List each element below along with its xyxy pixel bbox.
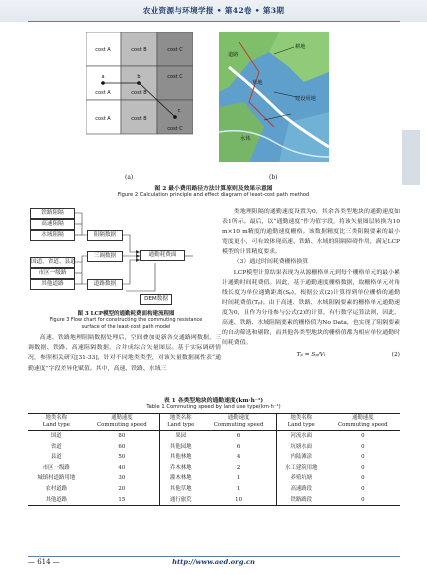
table-cell: 0 bbox=[361, 485, 365, 492]
table-cell: 20 bbox=[85, 484, 160, 495]
grid-cell-label: cost C bbox=[167, 47, 183, 53]
figure-3-caption-en-1: Figure 3 Flow chart for constructing the commuting resistance bbox=[49, 317, 203, 323]
table-cell: 灌木林地 bbox=[169, 475, 192, 482]
table-cell: 4 bbox=[201, 452, 276, 463]
table-cell: 50 bbox=[85, 452, 160, 463]
figure-2b-label: (b) bbox=[269, 174, 278, 181]
table-cell: 果园 bbox=[175, 433, 187, 439]
grid-cell-label: cost B bbox=[131, 116, 147, 122]
left-column-text bbox=[28, 333, 221, 374]
flow-dem-data: DEM数据 bbox=[140, 294, 172, 305]
table-row bbox=[28, 463, 400, 474]
formula-expression: Tₚ = Sₚ/Vₜ bbox=[296, 352, 326, 359]
flow-input-other-road: 其他道路 bbox=[30, 279, 75, 290]
table-cell: 1 bbox=[201, 484, 276, 495]
table-cell: 10 bbox=[201, 495, 276, 506]
table-cell: 养殖坑塘 bbox=[290, 475, 313, 482]
figure-2-caption-en: Figure 2 Calculation principle and effect diagram of least-cost path method bbox=[117, 192, 310, 198]
point-label: b bbox=[137, 74, 141, 80]
table-1-title: 表 1 各类型地块的通勤速度(km·h⁻¹) bbox=[163, 398, 264, 404]
flow-input-water: 水域阻隔 bbox=[30, 230, 75, 241]
grid-cell-label: cost A bbox=[95, 116, 111, 122]
grid-cell-label: cost C bbox=[167, 74, 183, 80]
map-label: 耕地 bbox=[295, 44, 306, 50]
flow-survey-data: 三调数据 bbox=[87, 251, 123, 262]
paragraph: 高速、铁路地理阻隔数据处理后，空间叠加更新各交通路网数据，三调数据、铁路、高速阻隔数据，合并成综合矢量图层。基于实际调研情况，参照相关研究[31-33]，针对不同地类类型，对该矢量数据属性表“通勤速度”字段差异化赋值。其中，高速、铁路、水域三 bbox=[28, 335, 221, 372]
table-cell: 0 bbox=[361, 475, 365, 482]
table-cell: 6 bbox=[201, 442, 276, 453]
table-cell: 通行旅荒 bbox=[169, 496, 192, 503]
table-row bbox=[28, 473, 400, 484]
table-1-title-en: Table 1 Commuting speed by land use type(km·h⁻¹) bbox=[146, 404, 281, 410]
grid-cell-label: cost A bbox=[95, 90, 111, 96]
table-cell: 水工建筑用地 bbox=[285, 464, 318, 471]
table-cell: 铁路路段 bbox=[290, 496, 313, 503]
paragraph: LCP模型计算结果表现为从源栅格单元到每个栅格单元的最小累计通勤时间耗费值。因此，基于通勤速度栅格数据，取栅格单元对角线长度为单位通勤距离(Sₚ)，根据公式(2)计算得到单位栅格的通勤时间耗费值(Tₚ)。由于高速、铁路、水域阻隔要素的栅格单元通勤速度为0，且作为分母参与公式(2)的计算，有行数学运算法则，因此，高速、铁路、水域阻隔要素的栅格值为No Data，也实现了阻隔要素的自动筛选和剔除，而其他各类型地块的栅格值都为相应单位通勤时间耗费值。 bbox=[222, 269, 400, 347]
table-cell: 农村道路 bbox=[45, 485, 68, 492]
point-label: c bbox=[177, 108, 181, 114]
flow-input-urban-road: 市区一级路 bbox=[30, 268, 75, 279]
footer-url: http://www.aed.org.cn bbox=[172, 558, 255, 566]
table-cell: 国道 bbox=[50, 433, 62, 439]
header-divider bbox=[28, 21, 400, 22]
flow-input-railway: 铁路阻隔 bbox=[30, 208, 75, 219]
table-cell: 2 bbox=[201, 463, 276, 474]
flow-input-roads: 国道、省道、县道 bbox=[30, 257, 75, 268]
table-cell: 30 bbox=[85, 473, 160, 484]
table-cell: 市区一级路 bbox=[42, 464, 70, 471]
point-label: a bbox=[101, 74, 105, 80]
table-cell: 河流水面 bbox=[290, 433, 313, 439]
table-row bbox=[28, 431, 400, 442]
table-cell: 坑塘水面 bbox=[290, 443, 313, 450]
table-cell: 其他草地 bbox=[169, 485, 192, 492]
table-cell: 内陆滩涂 bbox=[290, 454, 313, 461]
map-label: 水体 bbox=[240, 136, 251, 142]
figure-3-caption: 图 3 LCP模型的通勤耗费面构建流程图 bbox=[77, 311, 175, 317]
paragraph: 类地理阻隔的通勤速度设置为0，其余各类型地块的通勤速度如表1所示。最后，以“通勤速度”作为值字段，将该矢量图层转换为10 m×10 m精度的通勤速度栅格。该数据精度比三类阻隔要素的最小宽度更小，可有效体现高速、铁路、水域的阻隔障碍作用，满足LCP模型的计算精度要求。 bbox=[222, 209, 400, 256]
table-row bbox=[28, 452, 400, 463]
table-cell: 6 bbox=[201, 431, 276, 442]
table-cell: 80 bbox=[85, 431, 160, 442]
table-cell: 城镇村道路用地 bbox=[37, 475, 76, 482]
right-column-text bbox=[222, 207, 400, 360]
table-cell: 其他园地 bbox=[169, 443, 192, 450]
flow-input-highway: 高速阻隔 bbox=[30, 219, 75, 230]
table-cell: 40 bbox=[85, 463, 160, 474]
table-cell: 60 bbox=[85, 442, 160, 453]
table-cell: 其他林地 bbox=[169, 454, 192, 461]
grid-cell-label: cost C bbox=[167, 126, 183, 132]
page-number: — 614 — bbox=[28, 558, 60, 566]
grid-cell-label: cost B bbox=[131, 90, 147, 96]
table-cell: 0 bbox=[361, 443, 365, 450]
figure-2a-label: (a) bbox=[125, 174, 134, 181]
table-header-row: 地类名称 Land type 通勤速度 Commuting speed 地类名称 Land type 通勤速度 Commuting speed 地类名称 Land type 通勤速度 Commuting speed bbox=[28, 414, 400, 431]
table-row bbox=[28, 442, 400, 453]
table-cell: 乔木林地 bbox=[169, 464, 192, 471]
side-margin-mark bbox=[402, 130, 420, 185]
figure-2b-map bbox=[219, 32, 329, 162]
table-cell: 高速路段 bbox=[290, 485, 313, 492]
formula-number: (2) bbox=[391, 352, 400, 359]
table-cell: 15 bbox=[85, 495, 160, 506]
journal-title: 农业资源与环境学报 • 第42卷 • 第3期 bbox=[142, 6, 285, 15]
table-cell: 0 bbox=[361, 496, 365, 503]
table-cell: 省道 bbox=[50, 443, 62, 450]
table-cell: 0 bbox=[361, 454, 365, 461]
section-heading: （3）通过时间耗费栅格换算 bbox=[233, 259, 309, 266]
table-cell: 县道 bbox=[50, 454, 62, 461]
table-cell: 1 bbox=[201, 473, 276, 484]
footer-divider bbox=[28, 556, 400, 557]
figure-2a-grid bbox=[86, 32, 193, 190]
flow-barrier-data: 阻隔数据 bbox=[87, 230, 123, 241]
table-cell: 0 bbox=[361, 464, 365, 471]
figure-3-caption-en-2: surface of the least-cost path model bbox=[81, 324, 171, 330]
table-cell: 0 bbox=[361, 433, 365, 439]
map-label: 草地 bbox=[252, 80, 263, 86]
figure-3-flowchart bbox=[30, 208, 225, 308]
formula-2 bbox=[222, 350, 400, 360]
grid-cell-label: cost A bbox=[95, 47, 111, 53]
flow-road-data: 道路数据 bbox=[87, 279, 123, 290]
figure-2-caption: 图 2 最小费用路径方法计算原则及效果示意图 bbox=[154, 186, 273, 192]
grid-cell-label: cost B bbox=[131, 47, 147, 53]
table-row bbox=[28, 495, 400, 506]
map-label: 道路 bbox=[228, 52, 239, 58]
table-1 bbox=[28, 413, 400, 506]
table-row bbox=[28, 484, 400, 495]
map-label: 建设用地 bbox=[295, 96, 316, 102]
flow-output-surface: 通勤耗费面 bbox=[140, 250, 185, 261]
table-cell: 其他道路 bbox=[45, 496, 68, 503]
